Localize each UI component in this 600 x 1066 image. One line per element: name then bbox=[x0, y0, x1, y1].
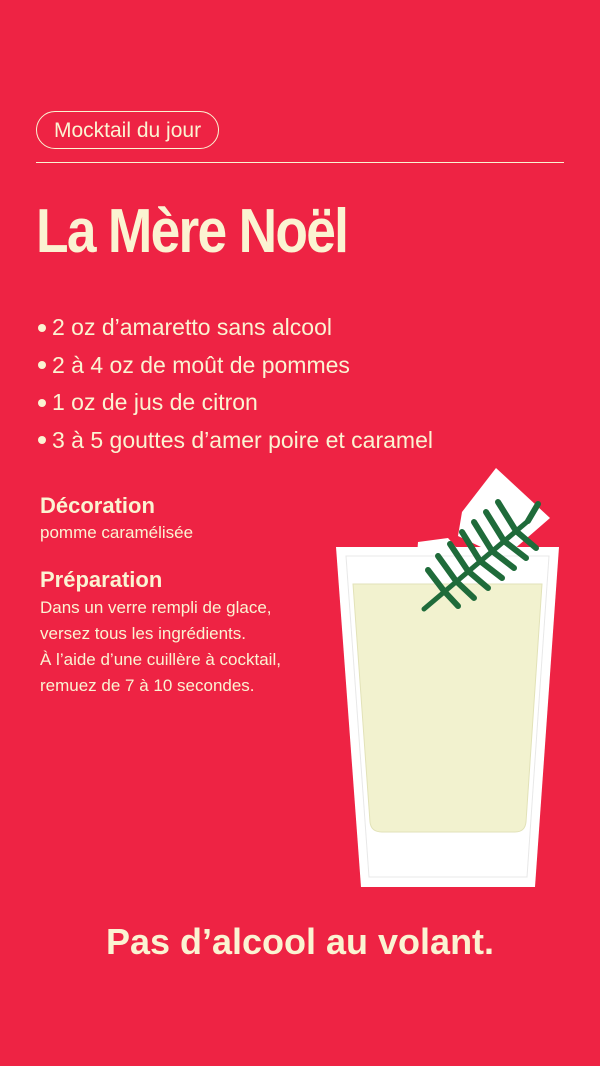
recipe-title: La Mère Noël bbox=[36, 197, 348, 266]
highball-glass-illustration bbox=[330, 466, 565, 891]
preparation-heading: Préparation bbox=[40, 567, 163, 592]
list-item bbox=[36, 422, 433, 460]
preparation-line: versez tous les ingrédients. bbox=[40, 624, 246, 643]
preparation-line: remuez de 7 à 10 secondes. bbox=[40, 676, 255, 695]
ingredient-list bbox=[36, 309, 433, 459]
bullet-icon bbox=[38, 324, 46, 332]
ingredient-text: 2 oz d’amaretto sans alcool bbox=[52, 314, 332, 340]
decoration-heading: Décoration bbox=[40, 493, 155, 518]
bullet-icon bbox=[38, 436, 46, 444]
list-item bbox=[36, 384, 433, 422]
preparation-line: À l’aide d’une cuillère à cocktail, bbox=[40, 650, 281, 669]
preparation-line: Dans un verre rempli de glace, bbox=[40, 598, 272, 617]
ingredient-text: 2 à 4 oz de moût de pommes bbox=[52, 351, 350, 378]
ingredient-text: 1 oz de jus de citron bbox=[52, 389, 258, 415]
mocktail-tag: Mocktail du jour bbox=[36, 111, 219, 149]
bullet-icon bbox=[38, 361, 46, 369]
list-item bbox=[36, 347, 433, 385]
slogan: Pas d’alcool au volant. bbox=[105, 921, 495, 962]
list-item bbox=[36, 309, 433, 347]
ingredient-text: 3 à 5 gouttes d’amer poire et caramel bbox=[52, 426, 433, 453]
decoration-text: pomme caramélisée bbox=[40, 523, 194, 542]
divider bbox=[36, 162, 564, 163]
bullet-icon bbox=[38, 399, 46, 407]
